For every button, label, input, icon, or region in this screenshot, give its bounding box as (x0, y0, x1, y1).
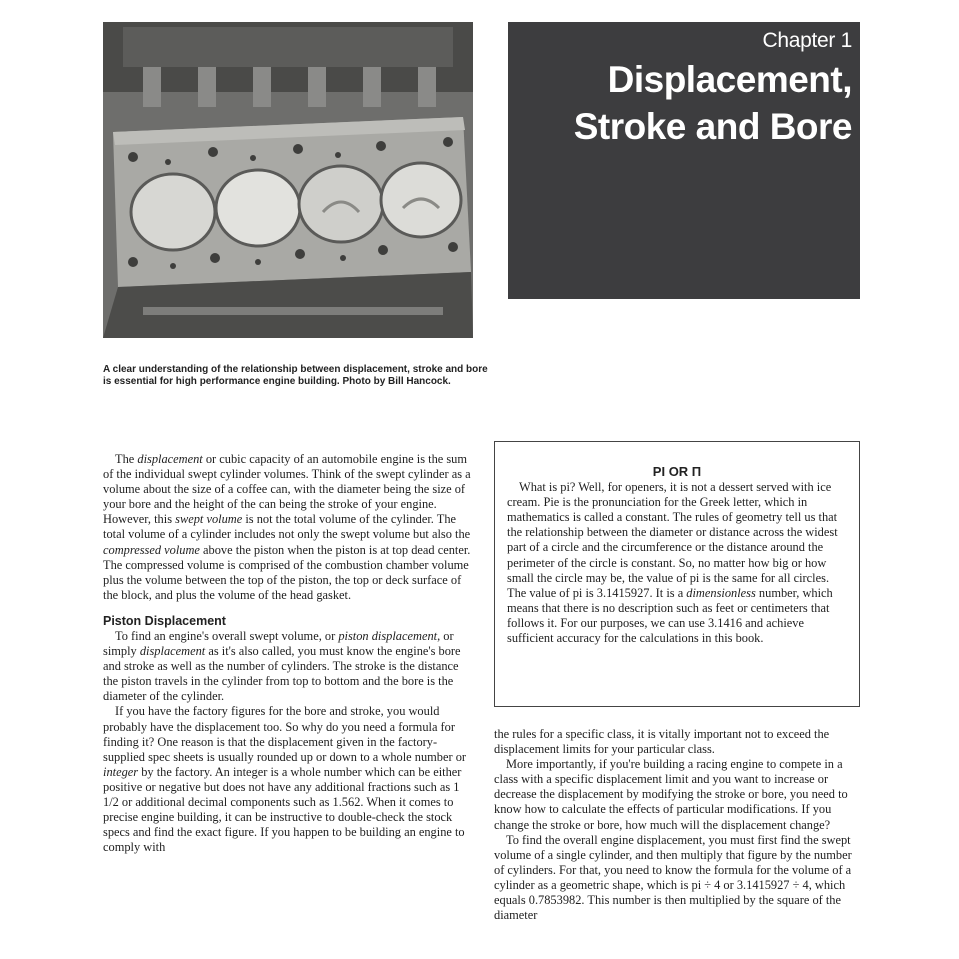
intro-paragraph: The displacement or cubic capacity of an automobile engine is the sum of the individual swept cylinder volumes. Think of the swept cylinder as a volume about the size of a coffee can, with the diameter being the size of your bore and the height of the can being the stroke of your engine. However, this swept volume is not the total volume of the cylinder. The total volume of a cylinder includes not only the swept volume but also the compressed volume above the piston when the piston is at top dead center. The compressed volume is comprised of the combustion chamber volume plus the volume between the top of the piston, the top or deck surface of the block, and plus the volume of the head gasket. (103, 452, 471, 602)
chapter-title (508, 56, 852, 150)
body-paragraph: If you have the factory figures for the bore and stroke, you would probably have the displacement too. So why do you need a formula for finding it? One reason is that the displacement given in the factory-supplied spec sheets is usually rounded up or down to a whole number or integer by the factory. An integer is a whole number which can be either positive or negative but does not have any additional fractions such as 1 1/2 or additional decimal components such as 1.562. When it comes to precise engine building, it can be instructive to double-check the stock specs and find the exact figure. If you happen to be building an engine to comply with (103, 704, 467, 855)
chapter-title-line-2: Stroke and Bore (573, 106, 852, 147)
body-paragraph: To find an engine's overall swept volume, or piston displacement, or simply displacement as it's also called, you must know the engine's bore and stroke as well as the number of cylinders. The stroke is the distance the piston travels in the cylinder from top to bottom and the bore is the diameter of the cylinder. (103, 628, 461, 704)
sidebar-paragraph: What is pi? Well, for openers, it is not a dessert served with ice cream. Pie is the pronunciation for the Greek letter, which in mathematics is called a constant. The rules of geometry tell us that the relationship between the diameter or distance across the widest part of a circle and the circumference or the distance around the perimeter of the circle is constant. So, no matter how big or how small the circle may be, the value of pi is the same for all circles. The value of pi is 3.1415927. It is a dimensionless number, which means that there is no description such as feet or centimeters that follows it. For our purposes, we can use 3.1416 and achieve sufficient accuracy for the calculations in this book. (507, 480, 838, 646)
engine-block-photo (103, 22, 473, 338)
section-heading: Piston Displacement (103, 613, 226, 628)
right-column (494, 727, 860, 923)
chapter-title-block (508, 22, 860, 299)
pi-sidebar-box (494, 441, 860, 707)
engine-block-illustration (103, 22, 473, 338)
body-paragraph: More importantly, if you're building a racing engine to compete in a class with a specific displacement limit and you want to increase or decrease the displacement by modifying the stroke or bore, you need to know how to calculate the effects of particular modifications. If you change the stroke or bore, how much will the displacement change? (494, 757, 848, 832)
chapter-title-line-1: Displacement, (607, 59, 852, 100)
left-column (103, 452, 473, 855)
body-paragraph: To find the overall engine displacement, you must first find the swept volume of a single cylinder, and then multiply that figure by the number of cylinders. For that, you need to know the formula for the volume of a cylinder as a geometric shape, which is pi ÷ 4 or 3.1415927 ÷ 4, which equals 0.7853982. This number is then multiplied by the square of the diameter (494, 832, 852, 923)
body-paragraph: the rules for a specific class, it is vitally important not to exceed the displacement limits for your particular class. (494, 727, 830, 757)
photo-caption: A clear understanding of the relationship between displacement, stroke and bore is essential for high performance engine building. Photo by Bill Hancock. (103, 364, 488, 387)
chapter-label: Chapter 1 (762, 29, 852, 52)
sidebar-title: PI OR Π (652, 464, 702, 479)
